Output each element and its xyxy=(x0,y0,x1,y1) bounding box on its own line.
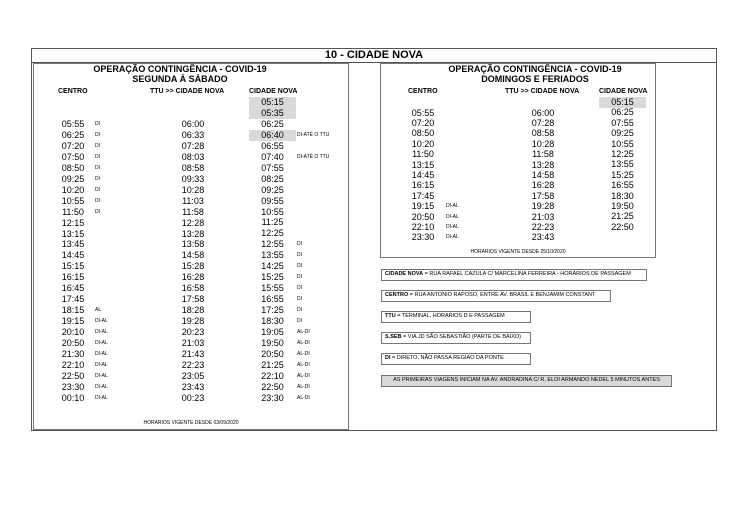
centro-note: DI-AL xyxy=(95,329,108,336)
cidade-nova-time: 11:25 xyxy=(261,217,284,228)
cidade-nova-time: 07:55 xyxy=(261,162,284,173)
centro-note: DI xyxy=(95,175,100,182)
centro-time: 07:20 xyxy=(61,140,85,151)
ttu-time: 16:28 xyxy=(531,180,555,191)
centro-time: 23:30 xyxy=(61,381,85,392)
cidade-nova-note: DI-ATÉ O TTU xyxy=(297,131,330,138)
cidade-nova-time: 15:25 xyxy=(611,169,634,180)
ttu-time: 23:43 xyxy=(181,381,205,392)
ttu-time: 08:58 xyxy=(531,128,555,139)
ttu-time: 13:28 xyxy=(181,228,205,239)
centro-note: DI xyxy=(95,131,100,138)
ttu-time: 21:03 xyxy=(181,338,205,348)
centro-time: 13:45 xyxy=(61,239,85,250)
holiday-subtitle: DOMINGOS E FERIADOS xyxy=(481,74,589,84)
centro-time: 05:55 xyxy=(61,119,85,129)
cidade-nova-time: 10:55 xyxy=(261,206,284,217)
ttu-time: 21:43 xyxy=(181,348,205,359)
centro-time: 22:10 xyxy=(61,359,85,370)
cidade-nova-note: DI xyxy=(297,285,302,292)
centro-time: 17:45 xyxy=(411,190,435,201)
weekday-subtitle: SEGUNDA À SÁBADO xyxy=(132,74,228,84)
legend-centro: CENTRO = RUA ANTONIO RAPOSO, ENTRE AV. BRASIL E BENJAMIM CONSTANT xyxy=(381,290,611,302)
ttu-time: 19:28 xyxy=(181,316,205,327)
ttu-time: 20:23 xyxy=(181,327,205,338)
cidade-nova-time: 15:25 xyxy=(261,272,284,283)
centro-time: 16:15 xyxy=(411,180,435,191)
holiday-header-cidade: CIDADE NOVA xyxy=(599,88,648,95)
legend-ttu: TTU = TERMINAL, HORARIOS D E PASSAGEM xyxy=(381,311,531,323)
ttu-time: 14:58 xyxy=(181,250,205,261)
centro-time: 21:30 xyxy=(61,348,85,359)
centro-time: 20:10 xyxy=(61,327,85,338)
holiday-header-ttu: TTU >> CIDADE NOVA xyxy=(505,88,580,95)
centro-time: 08:50 xyxy=(411,128,435,139)
cidade-nova-time: 14:25 xyxy=(261,261,284,272)
centro-time: 08:50 xyxy=(61,162,85,173)
centro-time: 22:10 xyxy=(411,221,435,232)
cidade-nova-time: 05:35 xyxy=(249,108,296,119)
ttu-time: 08:03 xyxy=(181,151,205,162)
ttu-time: 19:28 xyxy=(531,201,555,212)
centro-note: DI xyxy=(95,153,100,160)
cidade-nova-time: 15:55 xyxy=(261,283,284,294)
ttu-time: 09:33 xyxy=(181,173,205,184)
holiday-title: OPERAÇÃO CONTINGÊNCIA - COVID-19 xyxy=(448,64,622,74)
centro-time: 14:45 xyxy=(61,250,85,261)
ttu-time: 14:58 xyxy=(531,169,555,180)
cidade-nova-time: 16:55 xyxy=(261,294,284,305)
cidade-nova-time: 13:55 xyxy=(611,159,634,170)
centro-note: DI xyxy=(95,164,100,171)
cidade-nova-time: 23:30 xyxy=(261,392,284,403)
centro-time: 10:55 xyxy=(61,195,85,206)
first-trips-note: AS PRIMEIRAS VIAGENS INICIAM NA AV. ANDRADINA C/ R. ELOI ARMANDO NEDEL 5 MINUTOS ANTES xyxy=(381,375,672,387)
cidade-nova-note: DI xyxy=(297,307,302,314)
cidade-nova-time: 22:50 xyxy=(261,381,284,392)
centro-time: 09:25 xyxy=(61,173,85,184)
cidade-nova-time: 09:25 xyxy=(261,184,284,195)
centro-time: 23:30 xyxy=(411,232,435,243)
cidade-nova-time: 08:25 xyxy=(261,173,284,184)
ttu-time: 06:00 xyxy=(531,107,555,118)
weekday-footer: HORARIOS VIGENTE DESDE 03/09/2020 xyxy=(143,420,239,426)
centro-note: DI-AL xyxy=(95,361,108,368)
cidade-nova-time: 17:25 xyxy=(261,305,284,316)
ttu-time: 17:58 xyxy=(531,190,555,201)
centro-note: DI xyxy=(95,208,100,215)
cidade-nova-time: 22:10 xyxy=(261,370,284,381)
centro-note: DI-AL xyxy=(95,318,108,325)
cidade-nova-time: 18:30 xyxy=(611,190,634,201)
cidade-nova-time: 10:55 xyxy=(611,138,634,149)
centro-time: 14:45 xyxy=(411,169,435,180)
ttu-time: 18:28 xyxy=(181,305,205,316)
ttu-time: 10:28 xyxy=(531,138,555,149)
centro-time: 11:50 xyxy=(62,206,84,217)
cidade-nova-time: 21:25 xyxy=(611,211,634,222)
cidade-nova-time: 13:55 xyxy=(261,250,284,261)
centro-note: AL xyxy=(95,307,102,314)
cidade-nova-time: 19:50 xyxy=(261,337,284,348)
centro-note: DI-AL xyxy=(95,350,108,357)
weekday-header-centro: CENTRO xyxy=(58,88,88,95)
centro-time: 19:15 xyxy=(411,201,435,212)
cidade-nova-note: AL-DI xyxy=(297,372,310,379)
centro-note: DI-AL xyxy=(446,234,459,241)
ttu-time: 11:58 xyxy=(182,206,204,217)
cidade-nova-note: AL-DI xyxy=(297,383,310,390)
ttu-time: 21:03 xyxy=(531,211,555,222)
cidade-nova-note: DI xyxy=(297,263,302,270)
cidade-nova-time: 07:55 xyxy=(611,117,634,128)
cidade-nova-time: 09:25 xyxy=(611,128,634,139)
centro-time: 05:55 xyxy=(411,107,435,118)
cidade-nova-time: 12:55 xyxy=(261,239,284,250)
ttu-time: 23:05 xyxy=(181,370,205,381)
centro-time: 13:15 xyxy=(411,159,435,170)
ttu-time: 16:58 xyxy=(181,283,205,294)
ttu-time: 23:43 xyxy=(531,232,555,243)
centro-time: 16:15 xyxy=(61,272,85,283)
cidade-nova-time: 07:40 xyxy=(261,151,284,162)
cidade-nova-note: DI xyxy=(297,241,302,248)
ttu-time: 16:28 xyxy=(181,272,205,283)
cidade-nova-time: 06:55 xyxy=(261,140,284,151)
centro-note: DI xyxy=(95,197,100,204)
cidade-nova-time: 12:25 xyxy=(261,228,284,239)
legend-cidade-nova: CIDADE NOVA = RUA RAFAEL CAZULA C/ MARCELINA FERREIRA - HORÁRIOS DE PASSAGEM xyxy=(381,269,647,281)
centro-note: DI-AL xyxy=(95,383,108,390)
centro-time: 20:50 xyxy=(411,211,435,222)
ttu-time: 11:03 xyxy=(182,195,204,206)
centro-note: DI xyxy=(95,121,100,127)
centro-note: DI-AL xyxy=(95,394,108,401)
centro-time: 19:15 xyxy=(61,316,85,327)
weekday-header-ttu: TTU >> CIDADE NOVA xyxy=(150,88,225,95)
cidade-nova-note: AL-DI xyxy=(297,350,310,357)
cidade-nova-time: 05:15 xyxy=(249,97,296,108)
ttu-time: 17:58 xyxy=(181,294,205,305)
ttu-time: 10:28 xyxy=(181,184,205,195)
ttu-time: 07:28 xyxy=(181,140,205,151)
centro-time: 07:20 xyxy=(411,117,435,128)
ttu-time: 08:58 xyxy=(181,162,205,173)
centro-time: 20:50 xyxy=(61,338,85,348)
cidade-nova-time: 22:50 xyxy=(611,221,634,232)
cidade-nova-time: 06:25 xyxy=(261,118,284,129)
ttu-time: 07:28 xyxy=(531,117,555,128)
cidade-nova-note: AL-DI xyxy=(297,328,310,335)
centro-time: 07:50 xyxy=(61,151,85,162)
centro-time: 16:45 xyxy=(61,283,85,294)
ttu-time: 13:58 xyxy=(181,239,205,250)
ttu-time: 22:23 xyxy=(531,221,555,232)
centro-time: 12:15 xyxy=(61,217,85,228)
cidade-nova-time: 09:55 xyxy=(261,195,284,206)
ttu-time: 00:23 xyxy=(181,392,205,403)
centro-time: 10:20 xyxy=(61,184,85,195)
holiday-footer: HORARIOS VIGENTE DESDE 25/10/2020 xyxy=(470,249,566,255)
ttu-time: 12:28 xyxy=(181,217,205,228)
centro-time: 11:50 xyxy=(412,149,434,160)
centro-time: 06:25 xyxy=(61,129,85,140)
cidade-nova-note: DI xyxy=(297,296,302,303)
centro-note: DI xyxy=(95,142,100,149)
cidade-nova-time: 21:25 xyxy=(261,359,284,370)
centro-time: 13:15 xyxy=(61,228,85,239)
centro-time: 00:10 xyxy=(61,392,85,403)
ttu-time: 06:00 xyxy=(181,119,205,129)
cidade-nova-time: 16:55 xyxy=(611,180,634,191)
centro-note: DI-AL xyxy=(446,223,459,230)
centro-time: 10:20 xyxy=(411,138,435,149)
cidade-nova-note: AL-DI xyxy=(297,339,310,346)
cidade-nova-time: 05:15 xyxy=(599,97,646,108)
weekday-header-cidade: CIDADE NOVA xyxy=(249,88,298,95)
cidade-nova-time: 19:50 xyxy=(611,201,634,211)
cidade-nova-time: 18:30 xyxy=(261,316,284,326)
centro-note: DI-AL xyxy=(95,340,108,346)
weekday-title: OPERAÇÃO CONTINGÊNCIA - COVID-19 xyxy=(93,64,267,74)
centro-note: DI-AL xyxy=(446,203,459,210)
cidade-nova-note: AL-DI xyxy=(297,361,310,368)
centro-time: 18:15 xyxy=(61,305,85,316)
cidade-nova-note: AL-DI xyxy=(297,394,310,401)
cidade-nova-time: 19:05 xyxy=(261,326,284,337)
legend-sseb: S.SEB = VIA JD SÃO SEBASTIÃO (PARTE DE BAIXO) xyxy=(381,332,531,344)
cidade-nova-note: DI xyxy=(297,274,302,281)
ttu-time: 11:58 xyxy=(532,149,554,160)
holiday-header-centro: CENTRO xyxy=(408,88,438,95)
centro-time: 22:50 xyxy=(61,370,85,381)
ttu-time: 15:28 xyxy=(181,261,205,272)
cidade-nova-time: 12:25 xyxy=(611,149,634,159)
centro-note: DI-AL xyxy=(95,372,108,379)
cidade-nova-time: 06:25 xyxy=(611,107,634,118)
cidade-nova-time: 20:50 xyxy=(261,348,284,359)
ttu-time: 06:33 xyxy=(181,129,205,140)
legend-di: DI = DIRETO, NÃO PASSA REGIAO DA PONTE xyxy=(381,353,531,365)
ttu-time: 22:23 xyxy=(181,359,205,370)
cidade-nova-note: DI xyxy=(297,318,302,324)
cidade-nova-note: DI xyxy=(297,252,302,259)
centro-time: 15:15 xyxy=(61,261,85,272)
cidade-nova-time: 06:40 xyxy=(249,130,296,141)
centro-note: DI-AL xyxy=(446,213,459,220)
cidade-nova-note: DI-ATÉ O TTU xyxy=(297,153,330,160)
centro-time: 17:45 xyxy=(61,294,85,305)
ttu-time: 13:28 xyxy=(531,159,555,170)
centro-note: DI xyxy=(95,186,100,193)
page-title: 10 - CIDADE NOVA xyxy=(31,48,717,63)
